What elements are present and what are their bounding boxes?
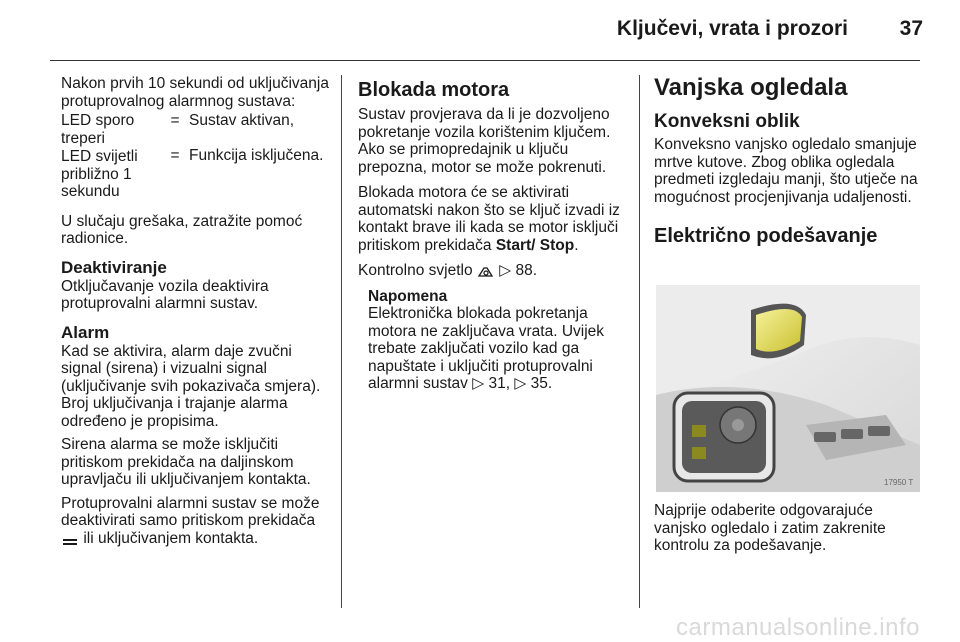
- immobiliser-p1: Sustav provjerava da li je dozvoljeno pokretanje vozila korištenim ključem. Ako se primopredajnik u ključu prepozna, motor se može pokrenuti.: [358, 106, 611, 176]
- column-divider-2: [639, 75, 640, 608]
- led-state: LED sporo treperi: [61, 112, 135, 147]
- table-row: [61, 112, 323, 147]
- header-rule: [50, 60, 920, 61]
- mirrors-heading: Vanjska ogledala: [654, 74, 848, 101]
- column-divider-1: [341, 75, 342, 608]
- convex-text: Konveksno vanjsko ogledalo smanjuje mrtve kutove. Zbog oblika ogledala predmeti izgledaju manji, što utječe na mogućnost procjenjivanja udaljenosti.: [654, 136, 918, 206]
- note-heading: Napomena: [368, 287, 448, 305]
- ref-arrow-icon: ▷: [499, 262, 512, 279]
- adjust-text: Najprije odaberite odgovarajuće vanjsko ogledalo i zatim zakrenite kontrolu za podešavanje.: [654, 502, 886, 554]
- deactivation-heading: Deaktiviranje: [61, 257, 167, 277]
- electric-adjust-heading: Električno podešavanje: [654, 225, 878, 247]
- page-header: [0, 0, 960, 62]
- convex-heading: Konveksni oblik: [654, 111, 800, 132]
- column-1: [61, 75, 336, 557]
- adjust-text-block: [654, 502, 922, 565]
- warning-light-ref: [358, 262, 626, 280]
- period: .: [574, 236, 579, 254]
- page-ref: 31,: [488, 375, 511, 392]
- header-title: Ključevi, vrata i prozori: [616, 17, 848, 40]
- immobiliser-p2: [358, 184, 626, 254]
- led-meaning: Sustav aktivan,: [189, 112, 295, 129]
- equals-sign: =: [170, 112, 180, 129]
- page-ref: 88.: [515, 262, 538, 279]
- column-3: [654, 74, 922, 249]
- start-stop-label: Start/ Stop: [495, 236, 575, 254]
- ref-arrow-icon: ▷: [514, 375, 527, 392]
- deactivation-text-part: Protuprovalni alarmni sustav se može deaktivirati samo pritiskom prekidača: [61, 494, 320, 529]
- ref-arrow-icon: ▷: [472, 375, 485, 392]
- table-row: [61, 147, 323, 201]
- watermark: carmanualsonline.info: [676, 614, 920, 641]
- warning-light-text: Kontrolno svjetlo: [358, 262, 473, 279]
- column-2: [358, 78, 626, 393]
- note-text: Elektronička blokada pokretanja motora ne zaključava vrata. Uvijek trebate zaključati vozilo kad ga napuštate i uključiti protuprovalni alarmni sustav: [368, 305, 605, 392]
- immobiliser-heading: Blokada motora: [358, 79, 510, 101]
- siren-text: Sirena alarma se može isključiti pritiskom prekidača na daljinskom upravljaču ili uključivanjem kontakta.: [61, 436, 311, 488]
- lock-button-icon: [63, 534, 77, 543]
- led-meaning: Funkcija isključena.: [189, 147, 324, 164]
- deactivation-button-text: [61, 495, 336, 548]
- image-code: 17950 T: [884, 478, 914, 487]
- immobiliser-warning-icon: [477, 265, 495, 277]
- led-state: LED svijetli približno 1 sekundu: [61, 148, 138, 200]
- led-status-table: [61, 112, 323, 201]
- note-box: [368, 288, 626, 393]
- deactivation-text: Otključavanje vozila deaktivira protuprovalni alarmni sustav.: [61, 277, 269, 312]
- page-ref: 35.: [530, 375, 553, 392]
- alarm-text: Kad se aktivira, alarm daje zvučni signal (sirena) i vizualni signal (uključivanje svih pokazivača smjera). Broj uključivanja i trajanje alarma određeno je propisima.: [61, 342, 321, 430]
- page-number: 37: [899, 17, 923, 40]
- deactivation-text-end: ili uključivanjem kontakta.: [83, 529, 259, 547]
- mirror-control-photo: [656, 285, 920, 492]
- fault-text: U slučaju grešaka, zatražite pomoć radionice.: [61, 212, 303, 247]
- alarm-heading: Alarm: [61, 322, 110, 342]
- equals-sign: =: [170, 147, 180, 164]
- intro-text: Nakon prvih 10 sekundi od uključivanja protuprovalnog alarmnog sustava:: [61, 75, 329, 110]
- immobiliser-p2-text: Blokada motora će se aktivirati automatski nakon što se ključ izvadi iz kontakt brave ili kada se motor isključi pritiskom prekidača: [358, 184, 620, 254]
